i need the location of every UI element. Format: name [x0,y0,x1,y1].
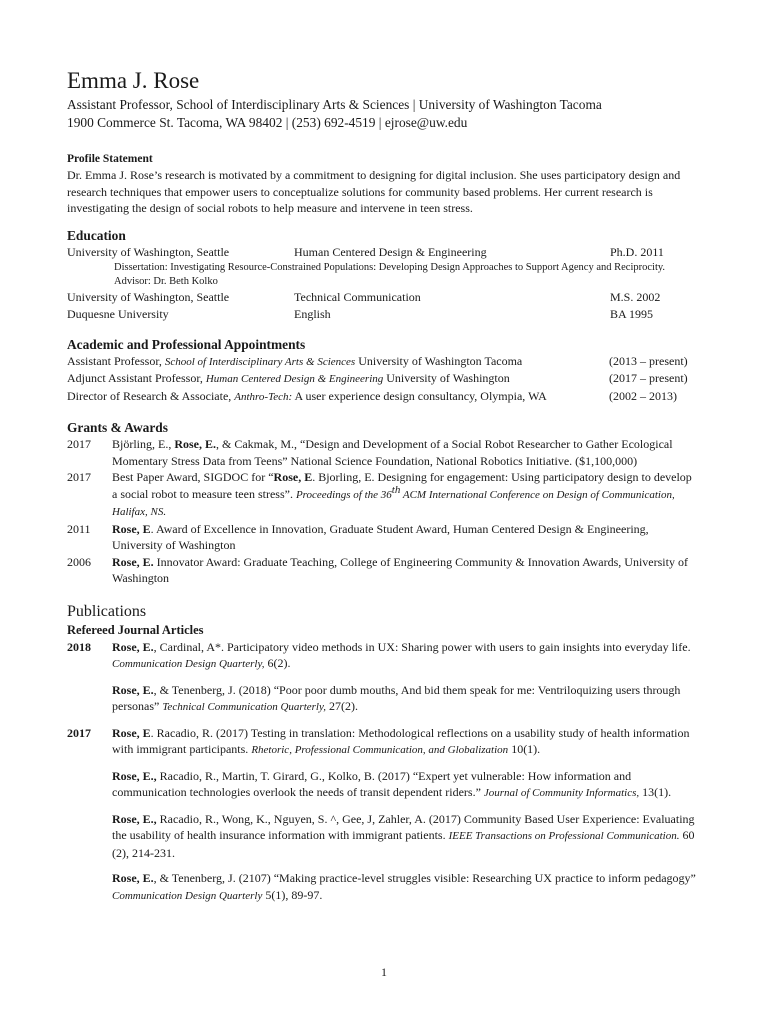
appointment-title [67,370,609,388]
education-field: Human Centered Design & Engineering [294,244,487,259]
appointments-heading: Academic and Professional Appointments [67,336,306,352]
grant-text-part: Bjӧrling, E., [112,437,175,451]
publication-year: 2018 [67,639,91,654]
grant-year: 2011 [67,521,91,536]
publication-author-bold: Rose, E. [112,639,154,654]
grant-text [112,469,697,521]
grant-text-part: Best Paper Award, SIGDOC for “ [112,470,274,484]
publication-year: 2017 [67,725,91,740]
address-line: 1900 Commerce St. Tacoma, WA 98402 | (253) 692-4519 | ejrose@uw.edu [67,115,468,130]
grant-venue-italic: Proceedings of the 36 [295,488,392,501]
publication-author-bold: Rose, E., [112,811,157,826]
appointment-dates: (2002 – 2013) [609,388,677,403]
grant-year: 2017 [67,437,91,451]
publication-text-part: 6(2). [264,656,291,670]
publication-text-part: 60 (2), 214-231. [112,828,695,860]
publication-year [67,870,112,904]
page-number: 1 [381,965,387,979]
publication-item [67,768,697,802]
publication-text [112,682,697,716]
appointment-org: University of Washington [383,371,510,385]
education-row [67,244,697,261]
spacer [67,217,697,227]
grant-author-bold: Rose, E. [112,554,154,569]
education-heading: Education [67,227,126,243]
grant-item [67,521,697,554]
publication-author-bold: Rose, E., [112,768,157,783]
publication-item [67,725,697,759]
education-row [67,306,697,323]
publication-text-part: Racadio, R., Martin, T. Girard, G., Kolko, B. (2017) “Expert yet vulnerable: How information and communication technologies overlook the needs of transit dependent riders.” [112,768,632,799]
spacer [67,587,697,601]
dissertation-text: Dissertation: Investigating Resource-Constrained Populations: Developing Design Approaches to Support Agency and Reciprocity. Advisor: Dr. Beth Kolko [114,261,666,287]
profile-text: Dr. Emma J. Rose’s research is motivated by a commitment to designing for digital inclusion. She uses participatory design and research techniques that empower users to conceptualize solutions for community based problems. Her current research is investigating the design of social robots to help measure and intervene in teen stress. [67,168,681,215]
spacer [67,132,697,152]
grant-text [112,521,697,554]
publication-year [67,682,112,716]
appointment-role: Director of Research & Associate, [67,388,235,403]
publication-year [67,768,112,802]
publication-author-bold: Rose, E. [112,871,154,885]
spacer [67,673,697,682]
publication-item [67,639,697,673]
spacer [67,323,697,336]
appointment-unit: Human Centered Design & Engineering [205,373,384,385]
publication-text-part: , Cardinal, A*. Participatory video methods in UX: Sharing power with users to gain insights into everyday life. [153,639,691,654]
appointment-title [67,353,609,371]
education-school: University of Washington, Seattle [67,244,230,259]
appointment-org: A user experience design consultancy, Olympia, WA [292,388,547,403]
publication-text [112,768,697,802]
grant-text-part: , & Cakmak, M., “Design and Development of a Social Robot Researcher to Gather Ecological Momentary Stress Data from Teens” National Science Foundation, National Robotics Initiative. ($1,100,000) [112,437,673,468]
publication-venue-italic: Technical Communication Quarterly, [162,701,326,713]
appointment-role: Assistant Professor, [67,353,165,368]
grant-text [112,554,697,587]
publications-heading: Publications [67,602,147,620]
appointment-unit: Anthro-Tech: [234,390,293,403]
appointment-org: University of Washington Tacoma [355,353,523,368]
grant-text-part: Innovator Award: Graduate Teaching, College of Engineering Community & Innovation Awards, University of Washington [112,554,688,585]
education-row [67,289,697,306]
publication-text [112,725,697,759]
publication-item [67,811,697,862]
publication-year [67,811,112,862]
appointment-dates: (2013 – present) [609,353,688,368]
spacer [67,861,697,870]
grant-year: 2006 [67,554,91,569]
publication-text-part: . Racadio, R. (2017) Testing in translation: Methodological reflections on a usability study of health information with immigrant participants. [112,725,690,756]
profile-heading: Profile Statement [67,153,153,165]
publication-author-bold: Rose, E [112,725,151,740]
grant-item [67,554,697,587]
publication-item [67,682,697,716]
grant-item [67,469,697,521]
appointment-unit: School of Interdisciplinary Arts & Sciences [164,355,356,368]
publication-text-part: , & Tenenberg, J. (2018) “Poor poor dumb mouths, And bid them speak for me: Ventriloquizing users through personas” [112,682,681,713]
spacer [67,405,697,419]
education-field: English [294,306,331,321]
publication-text [112,811,697,862]
grant-text-part: . Award of Excellence in Innovation, Graduate Student Award, Human Centered Design & Engineering, University of Washington [112,521,649,552]
publication-item [67,870,697,904]
publication-text-part: 10(1). [508,742,541,756]
publication-venue-italic: IEEE Transactions on Professional Communication. [448,830,680,842]
publication-text-part: , & Tenenberg, J. (2107) “Making practice-level struggles visible: Researching UX practice to inform pedagogy” [153,871,696,885]
person-name: Emma J. Rose [67,68,200,93]
education-school: Duquesne University [67,306,169,321]
appointment-row [67,353,697,371]
publication-venue-italic: Rhetoric, Professional Communication, and Globalization [251,744,509,756]
appointment-dates: (2017 – present) [609,371,688,385]
publication-text [112,870,697,904]
grant-author-bold: Rose, E [112,521,151,536]
publications-subheading: Refereed Journal Articles [67,622,204,637]
title-line: Assistant Professor, School of Interdisciplinary Arts & Sciences | University of Washington Tacoma [67,97,602,112]
publication-text-part: Racadio, R., Wong, K., Nguyen, S. ^, Gee, J, Zahler, A. (2017) Community Based User Experience: Evaluating the usability of health insurance information with immigrant patients. [112,811,695,842]
grant-author-bold: Rose, E [273,470,313,484]
education-degree: Ph.D. 2011 [610,244,664,259]
grant-author-bold: Rose, E. [174,437,217,451]
grant-text-part: . Bjorling, E. Designing for engagement: Using participatory design to develop a social robot to measure teen stress”. [112,470,692,501]
resume-page [67,66,697,904]
appointment-row [67,388,697,406]
publication-venue-italic: Communication Design Quarterly [112,889,263,902]
spacer [67,716,697,725]
grant-superscript: th [391,483,401,496]
spacer [67,802,697,811]
publication-text-part: 13(1). [639,785,672,799]
education-field: Technical Communication [294,289,421,304]
education-degree: M.S. 2002 [610,289,661,304]
grant-year: 2017 [67,470,91,484]
grants-heading: Grants & Awards [67,420,168,435]
appointment-title [67,388,609,406]
grant-text [112,436,697,469]
publication-text [112,639,697,673]
grant-item [67,436,697,469]
education-school: University of Washington, Seattle [67,289,230,304]
publication-venue-italic: Communication Design Quarterly, [112,658,265,670]
publication-author-bold: Rose, E. [112,682,154,697]
appointment-role: Adjunct Assistant Professor, [67,371,206,385]
education-degree: BA 1995 [610,306,654,321]
publication-text-part: 27(2). [326,699,358,713]
spacer [67,759,697,768]
grant-venue-italic: ACM International Conference on Design of Communication, Halifax, NS. [112,488,675,518]
publication-venue-italic: Journal of Community Informatics, [483,787,640,799]
appointment-row [67,370,697,388]
publication-text-part: 5(1), 89-97. [262,887,323,902]
